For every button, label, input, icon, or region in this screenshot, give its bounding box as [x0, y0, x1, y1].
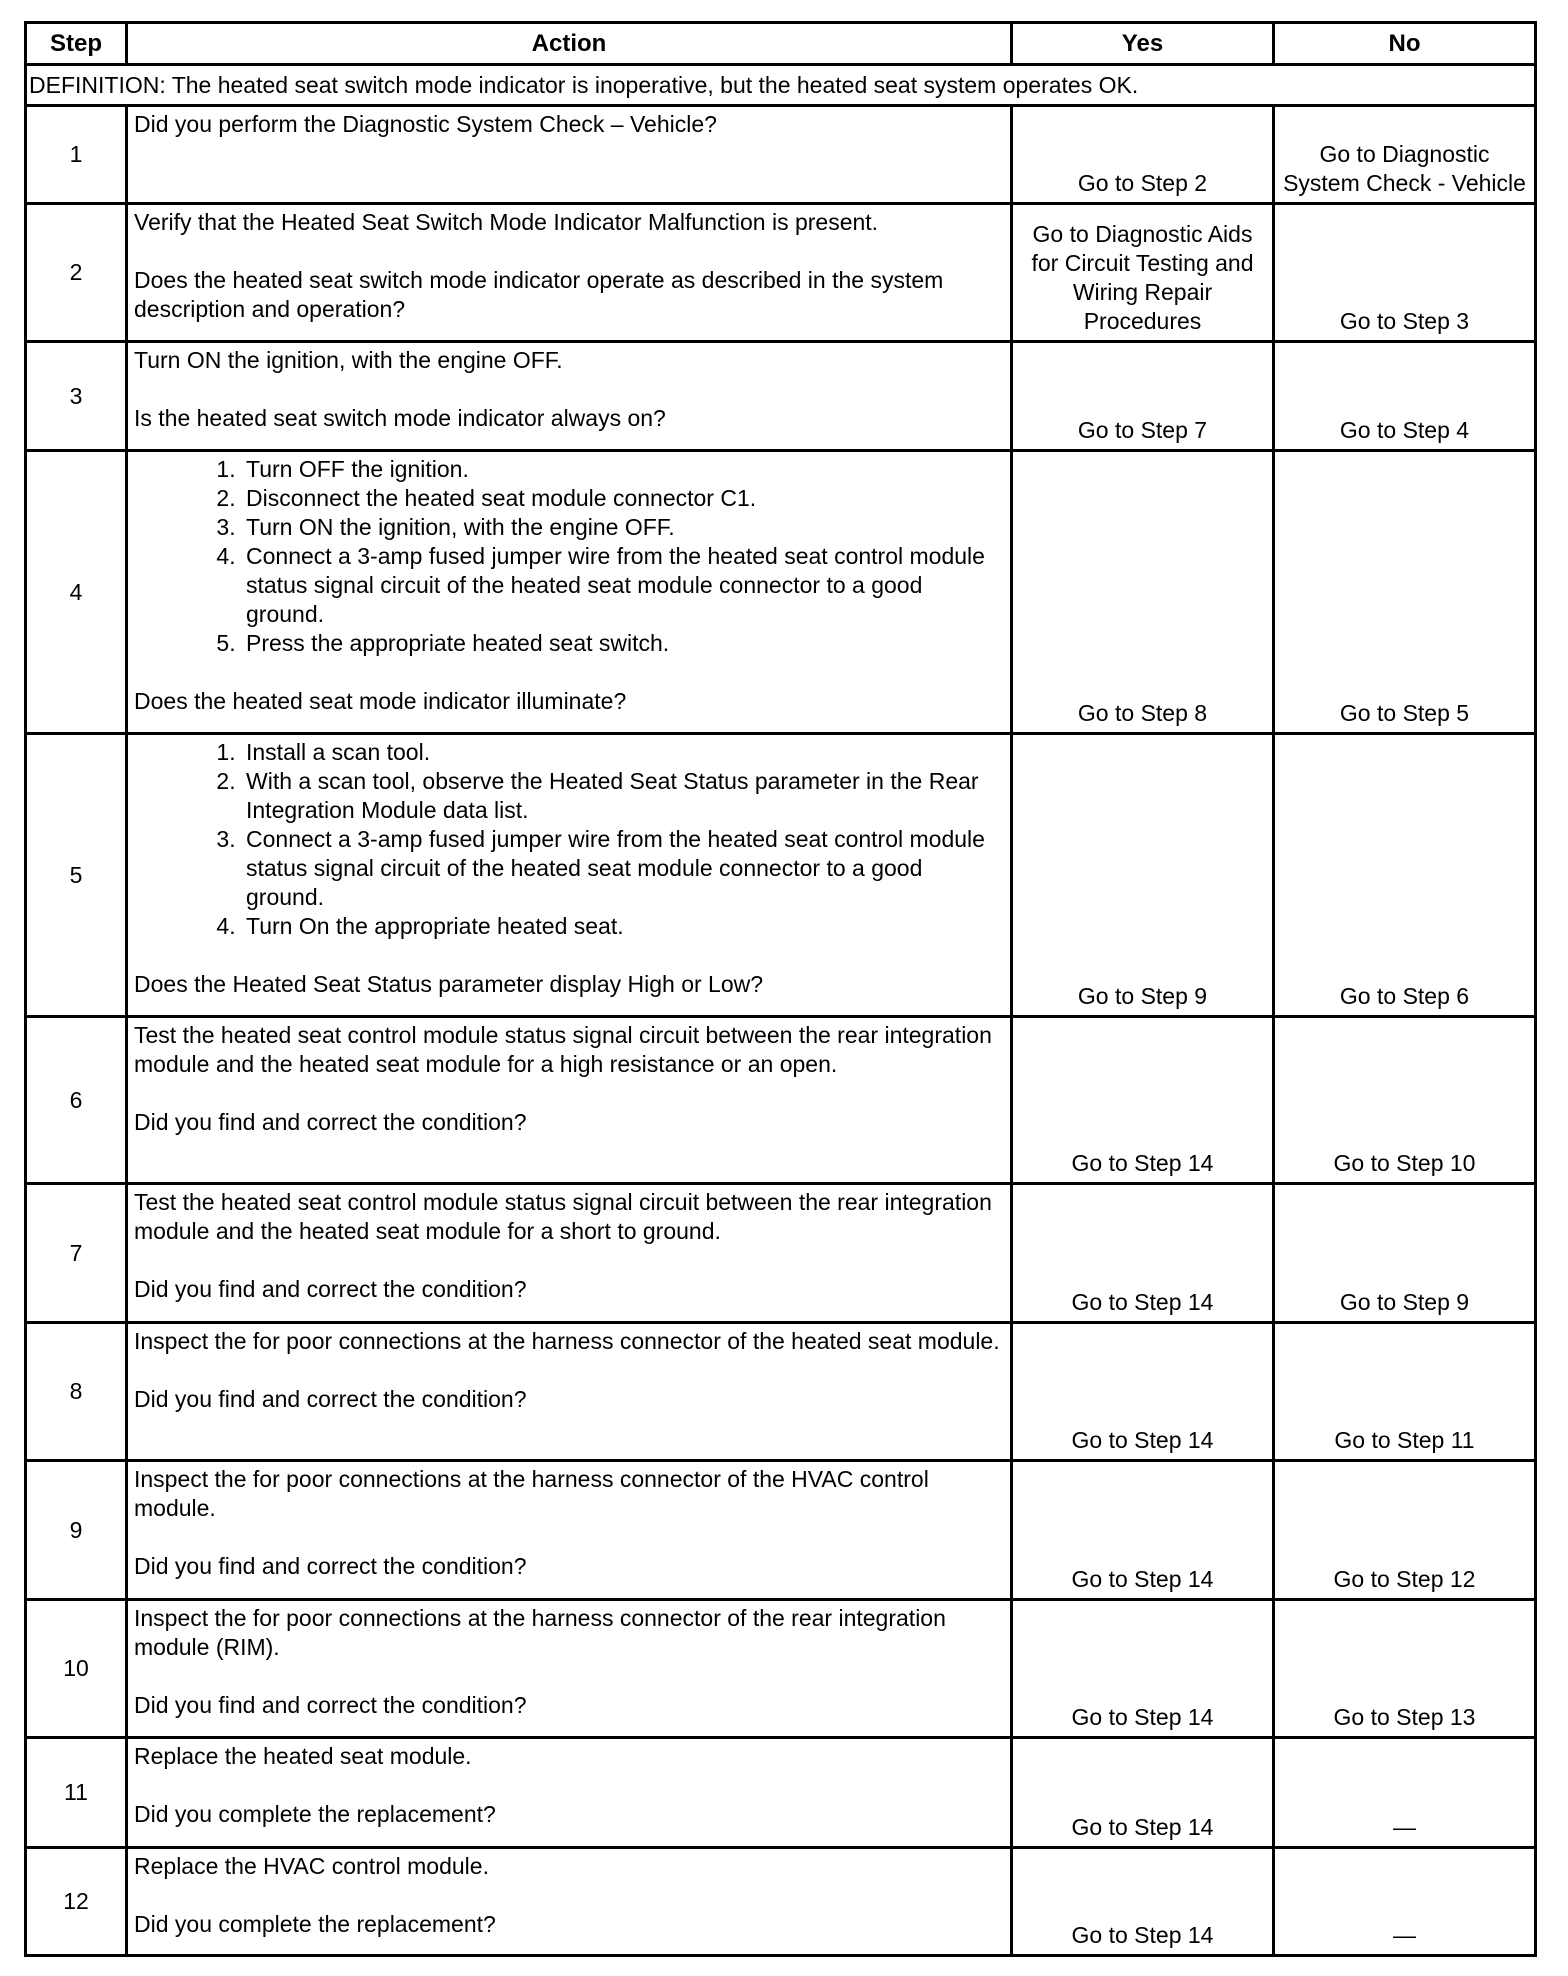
no-result: — [1274, 1848, 1536, 1956]
no-result: Go to Step 3 [1274, 204, 1536, 342]
list-item: 4. Turn On the appropriate heated seat. [242, 912, 1006, 941]
no-result: Go to Step 4 [1274, 342, 1536, 451]
action-text: Did you perform the Diagnostic System Check – Vehicle? [134, 111, 717, 137]
step-action [127, 342, 1012, 451]
action-question: Is the heated seat switch mode indicator always on? [134, 405, 666, 431]
no-result: Go to Step 5 [1274, 451, 1536, 734]
action-question: Does the heated seat mode indicator illuminate? [134, 688, 627, 714]
table-row [26, 1600, 1536, 1738]
header-no: No [1274, 23, 1536, 65]
action-steps-list [134, 455, 1006, 658]
action-question: Did you find and correct the condition? [134, 1553, 527, 1579]
yes-result: Go to Step 14 [1012, 1738, 1274, 1848]
step-number: 2 [26, 204, 127, 342]
action-text: Test the heated seat control module status signal circuit between the rear integration module and the heated seat module for a high resistance or an open. [134, 1022, 992, 1077]
step-number: 3 [26, 342, 127, 451]
action-text: Test the heated seat control module status signal circuit between the rear integration module and the heated seat module for a short to ground. [134, 1189, 992, 1244]
action-text: Turn ON the ignition, with the engine OFF. [134, 347, 563, 373]
action-text: Inspect the for poor connections at the harness connector of the HVAC control module. [134, 1466, 929, 1521]
table-row [26, 1848, 1536, 1956]
step-action [127, 451, 1012, 734]
table-row [26, 1184, 1536, 1323]
yes-result: Go to Step 14 [1012, 1017, 1274, 1184]
yes-result: Go to Step 2 [1012, 106, 1274, 204]
step-action [127, 1323, 1012, 1461]
table-row [26, 1017, 1536, 1184]
definition-text: DEFINITION: The heated seat switch mode indicator is inoperative, but the heated seat system operates OK. [26, 65, 1536, 106]
step-number: 4 [26, 451, 127, 734]
yes-result: Go to Step 7 [1012, 342, 1274, 451]
definition-row [26, 65, 1536, 106]
step-number: 8 [26, 1323, 127, 1461]
yes-result: Go to Step 14 [1012, 1323, 1274, 1461]
action-text: Inspect the for poor connections at the harness connector of the heated seat module. [134, 1328, 1000, 1354]
no-result: Go to Step 13 [1274, 1600, 1536, 1738]
list-item: 1. Install a scan tool. [242, 738, 1006, 767]
no-result: Go to Step 6 [1274, 734, 1536, 1017]
table-row [26, 1738, 1536, 1848]
action-question: Does the Heated Seat Status parameter display High or Low? [134, 971, 764, 997]
step-action [127, 204, 1012, 342]
yes-result: Go to Step 14 [1012, 1461, 1274, 1600]
yes-result: Go to Step 9 [1012, 734, 1274, 1017]
step-number: 11 [26, 1738, 127, 1848]
yes-result: Go to Diagnostic Aids for Circuit Testing and Wiring Repair Procedures [1012, 204, 1274, 342]
no-result: Go to Step 12 [1274, 1461, 1536, 1600]
yes-result: Go to Step 14 [1012, 1600, 1274, 1738]
step-number: 7 [26, 1184, 127, 1323]
no-result: Go to Diagnostic System Check - Vehicle [1274, 106, 1536, 204]
action-question: Did you find and correct the condition? [134, 1276, 527, 1302]
action-question: Did you complete the replacement? [134, 1911, 496, 1937]
table-row [26, 451, 1536, 734]
step-action [127, 1017, 1012, 1184]
action-question: Did you complete the replacement? [134, 1801, 496, 1827]
action-question: Did you find and correct the condition? [134, 1109, 527, 1135]
step-number: 12 [26, 1848, 127, 1956]
step-action [127, 1848, 1012, 1956]
step-number: 1 [26, 106, 127, 204]
header-action: Action [127, 23, 1012, 65]
action-question: Does the heated seat switch mode indicator operate as described in the system description and operation? [134, 267, 944, 322]
list-item: 2. Disconnect the heated seat module connector C1. [242, 484, 1006, 513]
no-result: Go to Step 11 [1274, 1323, 1536, 1461]
yes-result: Go to Step 14 [1012, 1184, 1274, 1323]
table-row [26, 204, 1536, 342]
header-step: Step [26, 23, 127, 65]
step-action [127, 1738, 1012, 1848]
step-action [127, 1184, 1012, 1323]
step-number: 6 [26, 1017, 127, 1184]
list-item: 1. Turn OFF the ignition. [242, 455, 1006, 484]
step-action [127, 1461, 1012, 1600]
header-yes: Yes [1012, 23, 1274, 65]
no-result: Go to Step 10 [1274, 1017, 1536, 1184]
action-text: Verify that the Heated Seat Switch Mode Indicator Malfunction is present. [134, 209, 879, 235]
action-text: Replace the HVAC control module. [134, 1853, 489, 1879]
table-row [26, 106, 1536, 204]
yes-result: Go to Step 8 [1012, 451, 1274, 734]
table-row [26, 1323, 1536, 1461]
list-item: 3. Connect a 3-amp fused jumper wire from the heated seat control module status signal circuit of the heated seat module connector to a good ground. [242, 825, 1006, 912]
step-action [127, 1600, 1012, 1738]
step-number: 10 [26, 1600, 127, 1738]
list-item: 4. Connect a 3-amp fused jumper wire from the heated seat control module status signal circuit of the heated seat module connector to a good ground. [242, 542, 1006, 629]
action-text: Replace the heated seat module. [134, 1743, 472, 1769]
table-row [26, 342, 1536, 451]
diagnostic-table [24, 21, 1537, 1957]
no-result: Go to Step 9 [1274, 1184, 1536, 1323]
header-row [26, 23, 1536, 65]
step-number: 9 [26, 1461, 127, 1600]
table-row [26, 1461, 1536, 1600]
no-result: — [1274, 1738, 1536, 1848]
action-steps-list [134, 738, 1006, 941]
action-question: Did you find and correct the condition? [134, 1692, 527, 1718]
step-number: 5 [26, 734, 127, 1017]
action-text: Inspect the for poor connections at the harness connector of the rear integration module (RIM). [134, 1605, 946, 1660]
list-item: 5. Press the appropriate heated seat switch. [242, 629, 1006, 658]
step-action [127, 106, 1012, 204]
step-action [127, 734, 1012, 1017]
yes-result: Go to Step 14 [1012, 1848, 1274, 1956]
action-question: Did you find and correct the condition? [134, 1386, 527, 1412]
table-row [26, 734, 1536, 1017]
list-item: 2. With a scan tool, observe the Heated Seat Status parameter in the Rear Integration Module data list. [242, 767, 1006, 825]
list-item: 3. Turn ON the ignition, with the engine OFF. [242, 513, 1006, 542]
